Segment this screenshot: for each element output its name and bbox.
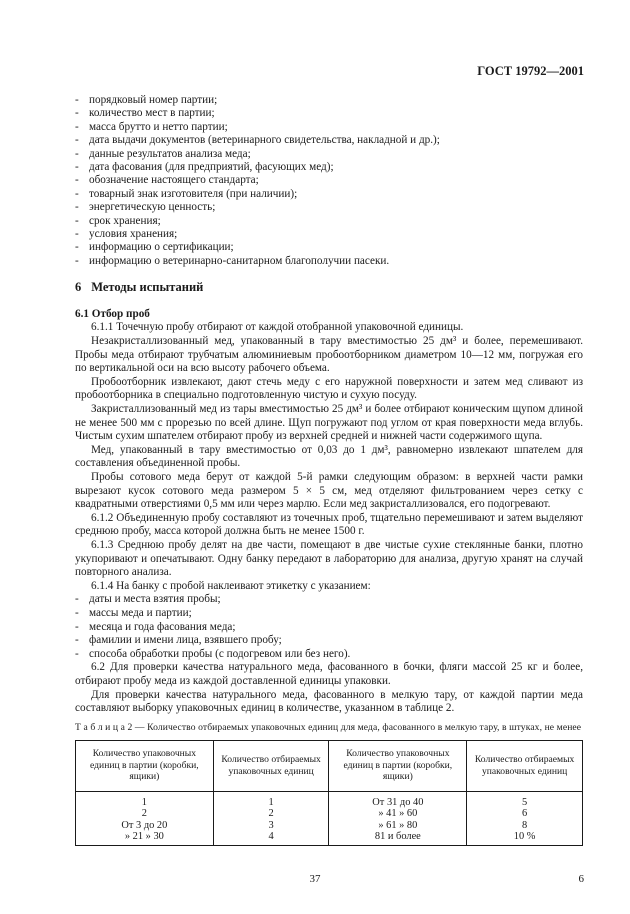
table-cell: 10 % — [467, 831, 583, 845]
list-item: - количество мест в партии; — [75, 107, 215, 120]
standard-header: ГОСТ 19792—2001 — [477, 64, 584, 78]
table-cell: 2 — [213, 808, 329, 820]
table-cell: » 61 » 80 — [329, 820, 467, 832]
paragraph: Незакристаллизованный мед, упакованный в тару вместимостью 25 дм³ и более, перемешивают. Пробы меда отбирают трубчатым алюминиевым пробоотборником диаметром 10—12 мм, погружая его по вертикальной оси на всю высоту рабочего объема. — [75, 335, 583, 375]
paragraph: Для проверки качества натурального меда, фасованного в мелкую тару, от каждой партии меда составляют выборку упаковочных единиц в количестве, указанном в таблице 2. — [75, 688, 583, 715]
paragraph: 6.2 Для проверки качества натурального меда, фасованного в бочки, фляги массой 25 кг и более, отбирают пробу меда из каждой доставленной единицы упаковки. — [75, 661, 583, 687]
paragraph: Закристаллизованный мед из тары вместимостью 25 дм³ и более отбирают коническим щупом длиной не менее 500 мм с прорезью по всей длине. Щуп погружают под углом от края поверхности меда вглубь. Чистым сухим шпателем отбирают пробу из верхней средней и нижней части содержимого щупа. — [75, 403, 583, 443]
list-item: - масса брутто и нетто партии; — [75, 120, 228, 133]
list-item: - обозначение настоящего стандарта; — [75, 174, 259, 187]
paragraph: Пробы сотового меда берут от каждой 5-й рамки следующим образом: в верхней части рамки вырезают кусок сотового меда размером 5 × 5 см, мед отделяют фильтрованием через сетку с квадратными отверстиями 0,5 мм или через марлю. Если мед закристаллизовался, его подогревают. — [75, 471, 583, 511]
paragraph: 6.1.4 На банку с пробой наклеивают этикетку с указанием: — [91, 579, 371, 592]
list-item: - информацию о сертификации; — [75, 241, 234, 254]
list-item: - массы меда и партии; — [75, 606, 192, 619]
paragraph: 6.1.3 Среднюю пробу делят на две части, помещают в две чистые сухие стеклянные банки, плотно укупоривают и опечатывают. Одну банку передают в лабораторию для анализа, другую хранят на случай повторного анализа. — [75, 538, 583, 579]
paragraph: Пробоотборник извлекают, дают стечь меду с его наружной поверхности и затем мед сливают из пробоотборника в специально подготовленную чистую и сухую посуду. — [75, 375, 583, 402]
section-number: 6 — [75, 280, 82, 295]
table-cell: 3 — [213, 820, 329, 832]
column-header: Количество отбираемых упаковочных единиц — [467, 740, 583, 791]
table-header-row — [76, 740, 583, 791]
table-cell: 2 — [76, 808, 214, 820]
table-cell: От 3 до 20 — [76, 820, 214, 832]
table-cell: От 31 до 40 — [329, 791, 467, 808]
list-item: - дата фасования (для предприятий, фасующих мед); — [75, 161, 334, 174]
table-row — [76, 831, 583, 845]
paragraph: Мед, упакованный в тару вместимостью от 0,03 до 1 дм³, равномерно извлекают шпателем для составления объединенной пробы. — [75, 443, 583, 470]
list-item: - дата выдачи документов (ветеринарного свидетельства, накладной и др.); — [75, 134, 440, 147]
list-item: - месяца и года фасования меда; — [75, 620, 236, 633]
table-row — [76, 791, 583, 808]
table-cell: 6 — [467, 808, 583, 820]
table-cell: 1 — [76, 791, 214, 808]
list-item: - способа обработки пробы (с подогревом или без него). — [75, 647, 351, 660]
table-cell: » 41 » 60 — [329, 808, 467, 820]
table-row — [76, 808, 583, 820]
subsection-title: 6.1 Отбор проб — [75, 307, 150, 320]
table-cell: 5 — [467, 791, 583, 808]
column-header: Количество упаковочных единиц в партии (коробки, ящики) — [76, 740, 214, 791]
list-item: - срок хранения; — [75, 214, 161, 227]
list-item: - данные результатов анализа меда; — [75, 147, 251, 160]
paragraph: 6.1.1 Точечную пробу отбирают от каждой отобранной упаковочной единицы. — [91, 321, 464, 334]
table-cell: » 21 » 30 — [76, 831, 214, 845]
table-cell: 81 и более — [329, 831, 467, 845]
page-number: 37 — [309, 873, 321, 885]
sample-table — [75, 740, 583, 846]
list-item: - фамилии и имени лица, взявшего пробу; — [75, 634, 282, 647]
list-item: - порядковый номер партии; — [75, 94, 218, 106]
page-content — [75, 94, 583, 846]
sheet-number: 6 — [578, 873, 584, 885]
table-caption: Т а б л и ц а 2 — Количество отбираемых упаковочных единиц для меда, фасованного в мелкую тару, в штуках, не менее — [75, 721, 582, 733]
list-item: - энергетическую ценность; — [75, 201, 216, 214]
label-list — [75, 593, 583, 661]
table-row — [76, 820, 583, 832]
list-item: - товарный знак изготовителя (при наличии); — [75, 187, 298, 200]
column-header: Количество упаковочных единиц в партии (коробки, ящики) — [329, 740, 467, 791]
table-cell: 8 — [467, 820, 583, 832]
list-item: - даты и места взятия пробы; — [75, 593, 221, 606]
list-item: - условия хранения; — [75, 228, 178, 241]
section-title — [75, 281, 583, 295]
column-header: Количество отбираемых упаковочных единиц — [213, 740, 329, 791]
table-cell: 4 — [213, 831, 329, 845]
table-cell: 1 — [213, 791, 329, 808]
paragraph: 6.1.2 Объединенную пробу составляют из точечных проб, тщательно перемешивают и затем выделяют среднюю пробу, масса которой должна быть не менее 1500 г. — [75, 511, 583, 538]
intro-list — [75, 94, 583, 268]
section-title-text: Методы испытаний — [91, 280, 204, 295]
list-item: - информацию о ветеринарно-санитарном благополучии пасеки. — [75, 254, 390, 267]
